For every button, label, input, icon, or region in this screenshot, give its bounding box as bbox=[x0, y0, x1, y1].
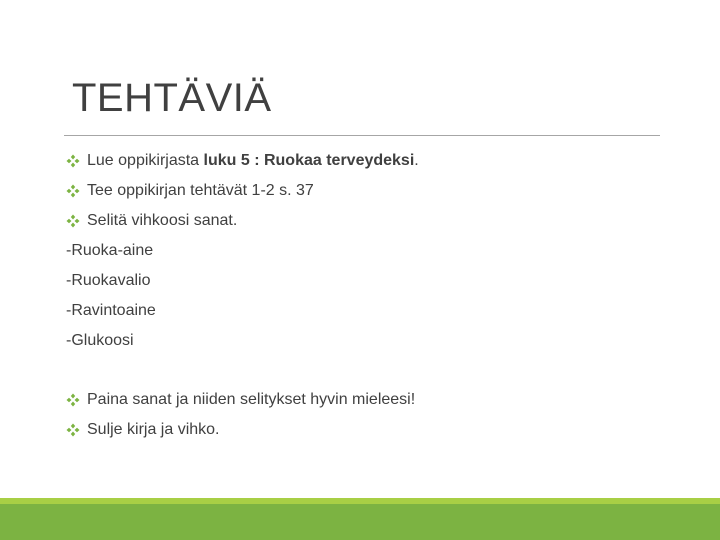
diamond-bullet-icon bbox=[66, 423, 80, 437]
bullet-item bbox=[66, 206, 666, 236]
item-text: -Ravintoaine bbox=[66, 302, 156, 319]
item-text: . bbox=[414, 152, 419, 169]
item-text: Paina sanat ja niiden selitykset hyvin mieleesi! bbox=[87, 391, 416, 408]
spacer bbox=[66, 356, 666, 385]
diamond-bullet-icon bbox=[66, 393, 80, 407]
item-text: Lue oppikirjasta bbox=[87, 152, 204, 169]
bullet-item bbox=[66, 415, 666, 445]
diamond-bullet-icon bbox=[66, 154, 80, 168]
item-text: Tee oppikirjan tehtävät 1-2 s. 37 bbox=[87, 182, 314, 199]
term-item bbox=[66, 326, 666, 356]
slide-body bbox=[66, 146, 666, 445]
term-item bbox=[66, 266, 666, 296]
term-item bbox=[66, 296, 666, 326]
title-divider bbox=[64, 135, 660, 136]
item-text: Sulje kirja ja vihko. bbox=[87, 421, 220, 438]
diamond-bullet-icon bbox=[66, 184, 80, 198]
bullet-item bbox=[66, 385, 666, 415]
item-text: Selitä vihkoosi sanat. bbox=[87, 212, 238, 229]
item-text: -Ruoka-aine bbox=[66, 242, 154, 259]
bullet-item bbox=[66, 176, 666, 206]
item-text: -Ruokavalio bbox=[66, 272, 151, 289]
item-text: -Glukoosi bbox=[66, 332, 134, 349]
diamond-bullet-icon bbox=[66, 214, 80, 228]
bullet-item bbox=[66, 146, 666, 176]
bold-text: luku 5 : Ruokaa terveydeksi bbox=[203, 152, 415, 169]
footer-bar bbox=[0, 504, 720, 540]
slide-title: TEHTÄVIÄ bbox=[72, 76, 272, 120]
term-item bbox=[66, 236, 666, 266]
